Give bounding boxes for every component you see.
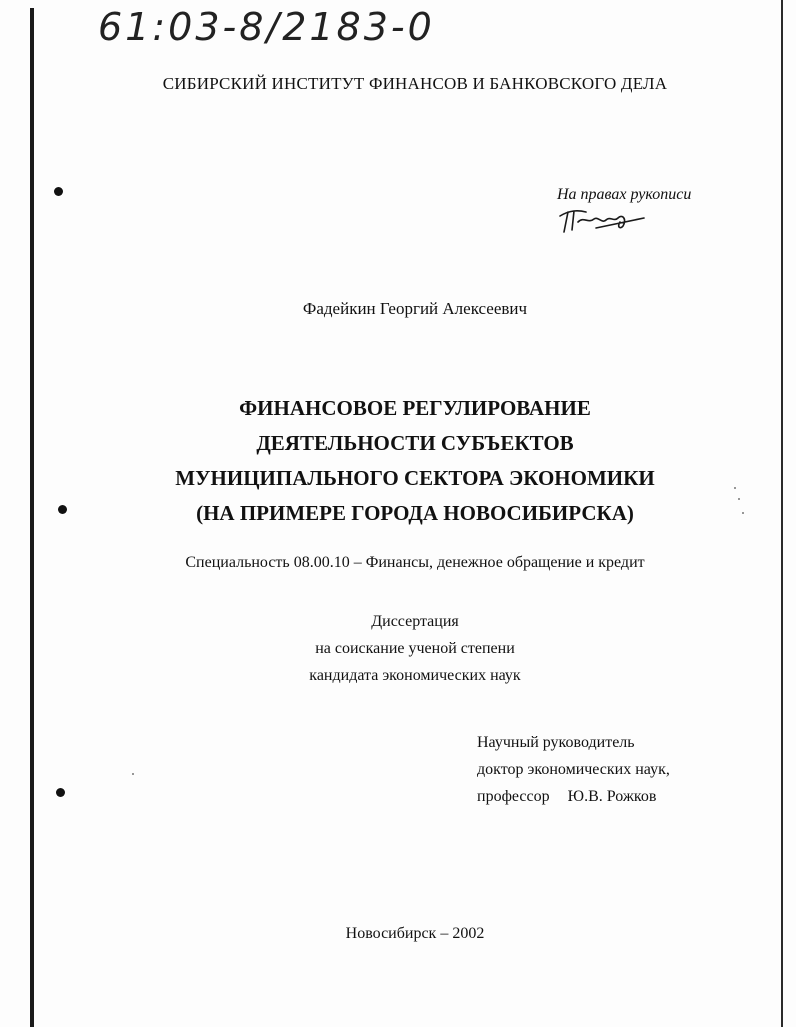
supervisor-rank: профессор (477, 788, 550, 805)
city-year: Новосибирск – 2002 (345, 925, 485, 942)
supervisor-rank-line (477, 783, 670, 810)
degree-line: на соискание ученой степени (315, 640, 515, 657)
signature-icon (556, 202, 646, 234)
title-line: ДЕЯТЕЛЬНОСТИ СУБЪЕКТОВ (256, 431, 574, 455)
supervisor-degree: доктор экономических наук, (477, 761, 670, 778)
title-line: ФИНАНСОВОЕ РЕГУЛИРОВАНИЕ (239, 396, 591, 420)
specialty-line: Специальность 08.00.10 – Финансы, денежное обращение и кредит (185, 554, 645, 571)
title-line: (НА ПРИМЕРЕ ГОРОДА НОВОСИБИРСКА) (196, 501, 634, 525)
degree-block (0, 608, 796, 689)
scan-speck (132, 773, 134, 775)
title-line: МУНИЦИПАЛЬНОГО СЕКТОРА ЭКОНОМИКИ (175, 466, 655, 490)
supervisor-block (477, 729, 670, 810)
institute-name: СИБИРСКИЙ ИНСТИТУТ ФИНАНСОВ И БАНКОВСКОГО ДЕЛА (162, 74, 668, 93)
supervisor-role: Научный руководитель (477, 734, 635, 751)
punch-hole-top (54, 187, 63, 196)
dissertation-title (0, 391, 796, 531)
manuscript-note: На правах рукописи (557, 186, 692, 203)
punch-hole-bottom (56, 788, 65, 797)
supervisor-name: Ю.В. Рожков (567, 788, 657, 805)
handwritten-archive-code: 61:03-8/2183-0 (98, 5, 435, 49)
degree-line: кандидата экономических наук (309, 667, 521, 684)
degree-line: Диссертация (371, 613, 459, 630)
author-name: Фадейкин Георгий Алексеевич (302, 299, 528, 318)
